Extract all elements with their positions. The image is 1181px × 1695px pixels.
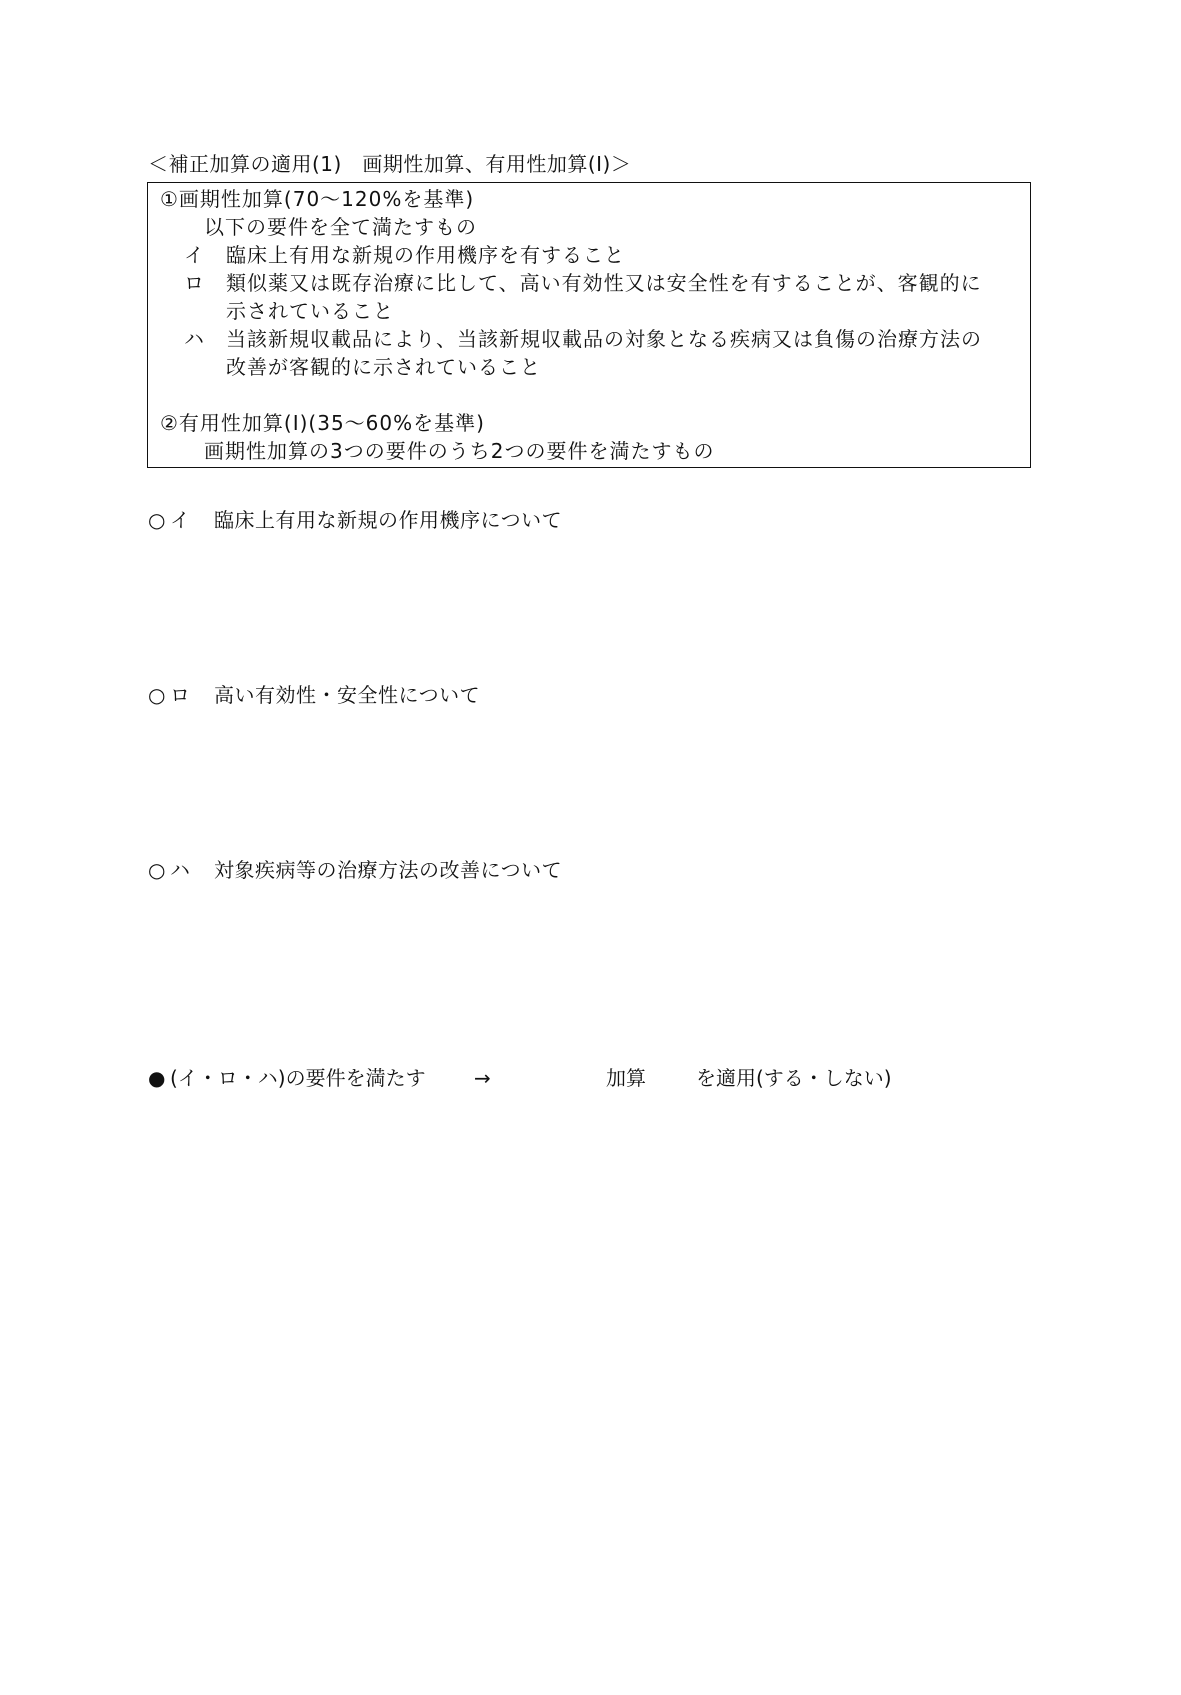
item2-heading: ②有用性加算(Ⅰ)(35～60%を基準): [160, 411, 485, 435]
kasan-label: 加算: [606, 1066, 646, 1090]
requirement-i-text: 臨床上有用な新規の作用機序を有すること: [226, 243, 625, 267]
criteria-box: [147, 182, 1031, 468]
item1-intro: 以下の要件を全て満たすもの: [204, 215, 477, 239]
requirement-ro-text-line1: 類似薬又は既存治療に比して、高い有効性又は安全性を有することが、客観的に: [226, 271, 982, 295]
section-heading-ro: [148, 685, 480, 705]
requirement-ha-mark: ハ: [184, 327, 204, 351]
requirement-ha-text-line2: 改善が客観的に示されていること: [226, 355, 541, 379]
filled-circle-bullet: ●: [148, 1066, 166, 1090]
section-text: 高い有効性・安全性について: [214, 683, 481, 707]
conclusion-condition: (イ・ロ・ハ)の要件を満たす: [170, 1066, 426, 1090]
item1-heading: ①画期性加算(70～120%を基準): [160, 187, 475, 211]
item2-intro: 画期性加算の3つの要件のうち2つの要件を満たすもの: [204, 439, 715, 463]
conclusion-line: [148, 1068, 948, 1092]
section-label: イ: [170, 508, 191, 532]
section-label: ロ: [170, 683, 191, 707]
section-heading-i: [148, 510, 562, 530]
page-title: ＜補正加算の適用(1) 画期性加算、有用性加算(Ⅰ)＞: [148, 152, 632, 176]
requirement-ha-text-line1: 当該新規収載品により、当該新規収載品の対象となる疾病又は負傷の治療方法の: [226, 327, 982, 351]
apply-choice: を適用(する・しない): [696, 1066, 892, 1090]
hollow-circle-bullet: ○: [148, 683, 166, 707]
section-heading-ha: [148, 860, 562, 880]
arrow-icon: →: [474, 1066, 491, 1090]
requirement-i-mark: イ: [184, 243, 204, 267]
section-text: 臨床上有用な新規の作用機序について: [214, 508, 563, 532]
section-label: ハ: [170, 858, 191, 882]
hollow-circle-bullet: ○: [148, 858, 166, 882]
requirement-ro-mark: ロ: [184, 271, 204, 295]
section-text: 対象疾病等の治療方法の改善について: [214, 858, 563, 882]
requirement-ro-text-line2: 示されていること: [226, 299, 394, 323]
hollow-circle-bullet: ○: [148, 508, 166, 532]
